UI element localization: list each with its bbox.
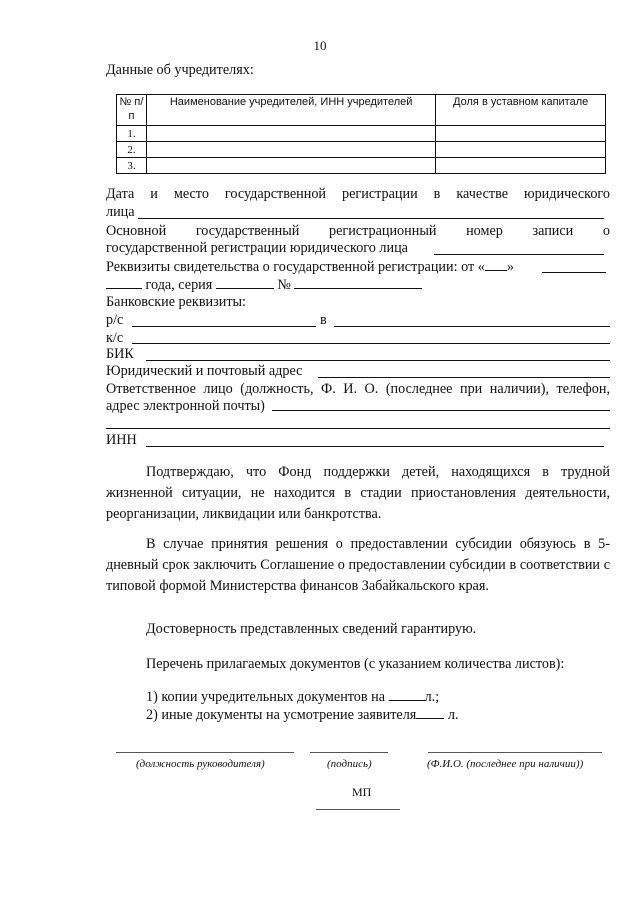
ogrn-label-line1: Основной государственный регистрационный номер записи о — [106, 223, 610, 239]
registration-label-line2: лица — [106, 204, 135, 220]
col-header-share: Доля в уставном капитале — [436, 95, 606, 126]
signature-line[interactable] — [310, 752, 388, 753]
certificate-label-line2 — [106, 276, 422, 294]
table-cell-founder[interactable] — [146, 158, 435, 174]
certificate-number-field[interactable] — [294, 276, 422, 289]
col-header-number: № п/п — [117, 95, 147, 126]
responsible-label-line2: адрес электронной почты) — [106, 398, 265, 414]
name-label: (Ф.И.О. (последнее при наличии)) — [427, 758, 584, 770]
certificate-label-line1 — [106, 258, 514, 276]
attachment-2-sheets-field[interactable] — [416, 706, 444, 719]
responsible-field[interactable] — [272, 410, 610, 411]
rs-field[interactable] — [132, 326, 316, 327]
agreement-paragraph: В случае принятия решения о предоставлении субсидии обязуюсь в 5-дневный срок заключить Соглашение о предоставлении субсидии в соответствии с типовой формой Министерства финансов Забайкальского края. — [106, 536, 610, 594]
certificate-number-label: № — [277, 277, 291, 293]
rs-label: р/с — [106, 312, 124, 328]
attachment-1-label: 1) копии учредительных документов на — [146, 689, 386, 705]
table-cell-share[interactable] — [436, 158, 606, 174]
ks-label: к/с — [106, 330, 124, 346]
table-row — [117, 158, 606, 174]
table-cell-founder[interactable] — [146, 126, 435, 142]
stamp-line — [316, 809, 400, 810]
table-header-row — [117, 95, 606, 126]
table-cell-founder[interactable] — [146, 142, 435, 158]
rs-bank-label: в — [320, 312, 327, 328]
certificate-series-label: года, серия — [145, 277, 213, 293]
inn-field[interactable] — [146, 446, 604, 447]
certificate-year-field[interactable] — [106, 276, 142, 289]
attachment-1-sheets-field[interactable] — [389, 688, 425, 701]
address-field[interactable] — [318, 377, 610, 378]
bik-label: БИК — [106, 346, 134, 362]
ogrn-label-line2: государственной регистрации юридического лица — [106, 240, 408, 256]
attachments-intro: Перечень прилагаемых документов (с указанием количества листов): — [146, 656, 565, 672]
guarantee-text: Достоверность представленных сведений гарантирую. — [146, 621, 477, 637]
bik-field[interactable] — [146, 360, 610, 361]
inn-label: ИНН — [106, 432, 137, 448]
bank-heading: Банковские реквизиты: — [106, 294, 246, 310]
table-cell-number: 1. — [117, 126, 147, 142]
ks-field[interactable] — [132, 343, 610, 344]
founders-heading: Данные об учредителях: — [106, 62, 254, 78]
table-cell-share[interactable] — [436, 142, 606, 158]
confirm-paragraph: Подтверждаю, что Фонд поддержки детей, находящихся в трудной жизненной ситуации, не находится в стадии приостановления деятельности, реорганизации, ликвидации или банкротства. — [106, 464, 610, 522]
certificate-quote-close: » — [506, 259, 514, 275]
attachment-item-1 — [146, 688, 439, 706]
certificate-day-field[interactable] — [485, 258, 507, 271]
signature-label: (подпись) — [327, 758, 372, 770]
address-label: Юридический и почтовый адрес — [106, 363, 303, 379]
table-cell-number: 3. — [117, 158, 147, 174]
table-cell-number: 2. — [117, 142, 147, 158]
name-signature-line[interactable] — [428, 752, 602, 753]
attachment-1-unit: л.; — [424, 689, 440, 705]
attachment-item-2 — [146, 706, 459, 724]
table-cell-share[interactable] — [436, 126, 606, 142]
table-row — [117, 126, 606, 142]
certificate-series-field[interactable] — [216, 276, 274, 289]
responsible-label-line1: Ответственное лицо (должность, Ф. И. О. (последнее при наличии), телефон, — [106, 381, 610, 397]
rs-bank-field[interactable] — [334, 326, 610, 327]
attachment-2-unit: л. — [447, 707, 459, 723]
table-row — [117, 142, 606, 158]
position-signature-line[interactable] — [116, 752, 294, 753]
certificate-month-field[interactable] — [542, 272, 606, 273]
col-header-founders: Наименование учредителей, ИНН учредителей — [146, 95, 435, 126]
position-label: (должность руководителя) — [136, 758, 265, 770]
certificate-label: Реквизиты свидетельства о государственной регистрации: от « — [106, 259, 485, 275]
registration-field[interactable] — [138, 218, 604, 219]
founders-table — [116, 94, 606, 174]
attachment-2-label: 2) иные документы на усмотрение заявителя — [146, 707, 417, 723]
responsible-field-line2[interactable] — [106, 428, 610, 429]
ogrn-field[interactable] — [434, 254, 604, 255]
page-number: 10 — [313, 38, 327, 53]
registration-label-line1: Дата и место государственной регистрации в качестве юридического — [106, 186, 610, 202]
stamp-label: МП — [352, 785, 372, 799]
